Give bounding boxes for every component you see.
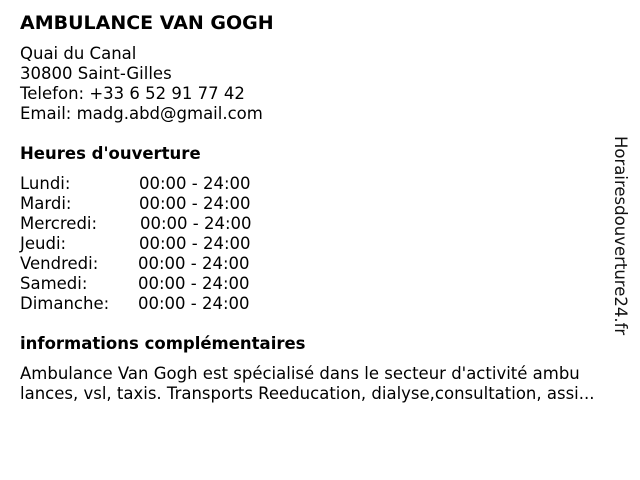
day-label: Mardi: bbox=[20, 194, 72, 213]
day-hours: 00:00 - 24:00 bbox=[139, 234, 251, 253]
day-label: Lundi: bbox=[20, 174, 71, 193]
opening-hours-heading: Heures d'ouverture bbox=[20, 144, 201, 163]
day-hours: 00:00 - 24:00 bbox=[138, 274, 250, 293]
phone-number: Telefon: +33 6 52 91 77 42 bbox=[20, 84, 245, 103]
address-street: Quai du Canal bbox=[20, 44, 137, 63]
site-watermark: Horairesdouverture24.fr bbox=[611, 136, 630, 336]
day-hours: 00:00 - 24:00 bbox=[139, 194, 251, 213]
day-label: Vendredi: bbox=[20, 254, 99, 273]
day-label: Dimanche: bbox=[20, 294, 110, 313]
additional-info-heading: informations complémentaires bbox=[20, 334, 306, 353]
day-label: Jeudi: bbox=[20, 234, 67, 253]
day-hours: 00:00 - 24:00 bbox=[139, 174, 251, 193]
day-label: Samedi: bbox=[20, 274, 88, 293]
day-hours: 00:00 - 24:00 bbox=[138, 254, 250, 273]
business-name: AMBULANCE VAN GOGH bbox=[20, 12, 274, 34]
day-hours: 00:00 - 24:00 bbox=[140, 214, 252, 233]
address-city: 30800 Saint-Gilles bbox=[20, 64, 172, 83]
day-label: Mercredi: bbox=[20, 214, 98, 233]
description-line-2: lances, vsl, taxis. Transports Reeducation, dialyse,consultation, assi... bbox=[20, 384, 595, 403]
description-line-1: Ambulance Van Gogh est spécialisé dans le secteur d'activité ambu bbox=[20, 364, 580, 383]
day-hours: 00:00 - 24:00 bbox=[138, 294, 250, 313]
email-address: Email: madg.abd@gmail.com bbox=[20, 104, 263, 123]
